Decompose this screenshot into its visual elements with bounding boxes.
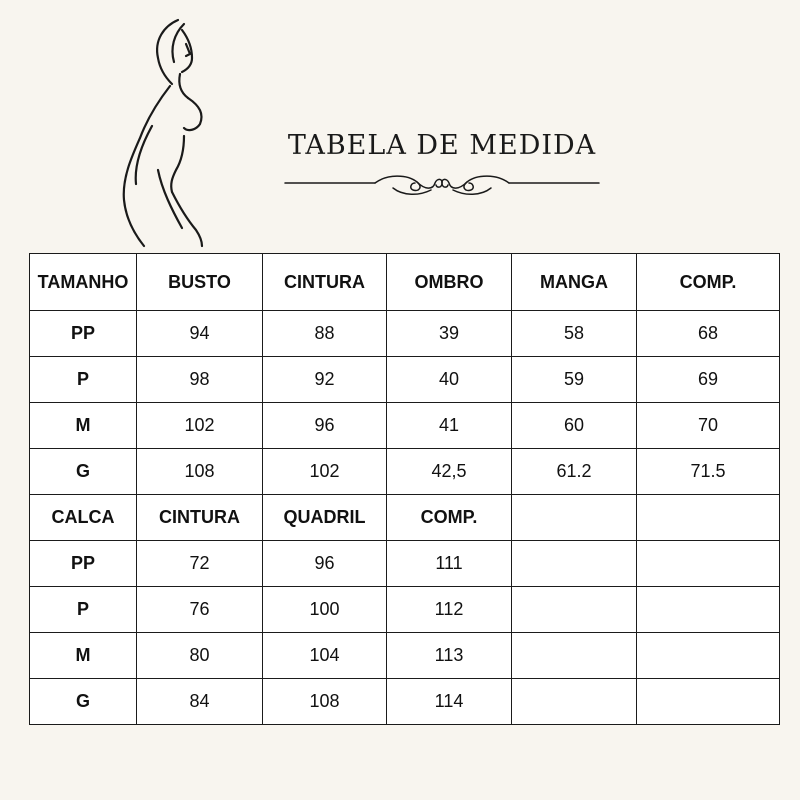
table-row <box>30 449 780 495</box>
page-title: TABELA DE MEDIDA <box>287 130 597 161</box>
woman-silhouette-icon <box>112 14 222 250</box>
value-cell: 41 <box>387 403 512 449</box>
value-cell: 114 <box>387 679 512 725</box>
empty-cell <box>512 495 637 541</box>
value-cell: 102 <box>263 449 387 495</box>
value-cell: 111 <box>387 541 512 587</box>
flourish-divider-icon <box>283 170 601 198</box>
value-cell: 96 <box>263 403 387 449</box>
value-cell: 70 <box>637 403 780 449</box>
size-cell: P <box>30 357 137 403</box>
top-header-row <box>30 254 780 311</box>
value-cell: 60 <box>512 403 637 449</box>
empty-cell <box>637 587 780 633</box>
value-cell: 76 <box>137 587 263 633</box>
value-cell: 112 <box>387 587 512 633</box>
value-cell: 80 <box>137 633 263 679</box>
value-cell: 42,5 <box>387 449 512 495</box>
table-row <box>30 311 780 357</box>
value-cell: 61.2 <box>512 449 637 495</box>
header-cell: OMBRO <box>387 254 512 311</box>
size-cell: G <box>30 449 137 495</box>
value-cell: 92 <box>263 357 387 403</box>
value-cell: 113 <box>387 633 512 679</box>
empty-cell <box>512 633 637 679</box>
empty-cell <box>637 541 780 587</box>
empty-cell <box>637 633 780 679</box>
size-cell: G <box>30 679 137 725</box>
table-row <box>30 633 780 679</box>
value-cell: 68 <box>637 311 780 357</box>
empty-cell <box>637 495 780 541</box>
header-cell: BUSTO <box>137 254 263 311</box>
header-cell: COMP. <box>637 254 780 311</box>
value-cell: 94 <box>137 311 263 357</box>
header-cell: CINTURA <box>263 254 387 311</box>
empty-cell <box>512 541 637 587</box>
size-cell: M <box>30 633 137 679</box>
table-row <box>30 541 780 587</box>
header-cell: TAMANHO <box>30 254 137 311</box>
value-cell: 59 <box>512 357 637 403</box>
table-row <box>30 403 780 449</box>
value-cell: 108 <box>263 679 387 725</box>
size-cell: P <box>30 587 137 633</box>
empty-cell <box>512 587 637 633</box>
table-row <box>30 357 780 403</box>
value-cell: 96 <box>263 541 387 587</box>
size-cell: PP <box>30 541 137 587</box>
header-cell: CINTURA <box>137 495 263 541</box>
bottom-header-row <box>30 495 780 541</box>
header-cell: COMP. <box>387 495 512 541</box>
value-cell: 40 <box>387 357 512 403</box>
value-cell: 104 <box>263 633 387 679</box>
value-cell: 69 <box>637 357 780 403</box>
header-cell: CALCA <box>30 495 137 541</box>
value-cell: 71.5 <box>637 449 780 495</box>
value-cell: 58 <box>512 311 637 357</box>
value-cell: 102 <box>137 403 263 449</box>
size-cell: M <box>30 403 137 449</box>
value-cell: 39 <box>387 311 512 357</box>
value-cell: 100 <box>263 587 387 633</box>
size-chart-table <box>29 253 780 725</box>
value-cell: 108 <box>137 449 263 495</box>
header-cell: MANGA <box>512 254 637 311</box>
value-cell: 72 <box>137 541 263 587</box>
value-cell: 84 <box>137 679 263 725</box>
empty-cell <box>637 679 780 725</box>
value-cell: 98 <box>137 357 263 403</box>
empty-cell <box>512 679 637 725</box>
value-cell: 88 <box>263 311 387 357</box>
header-cell: QUADRIL <box>263 495 387 541</box>
table-row <box>30 679 780 725</box>
table-row <box>30 587 780 633</box>
size-cell: PP <box>30 311 137 357</box>
